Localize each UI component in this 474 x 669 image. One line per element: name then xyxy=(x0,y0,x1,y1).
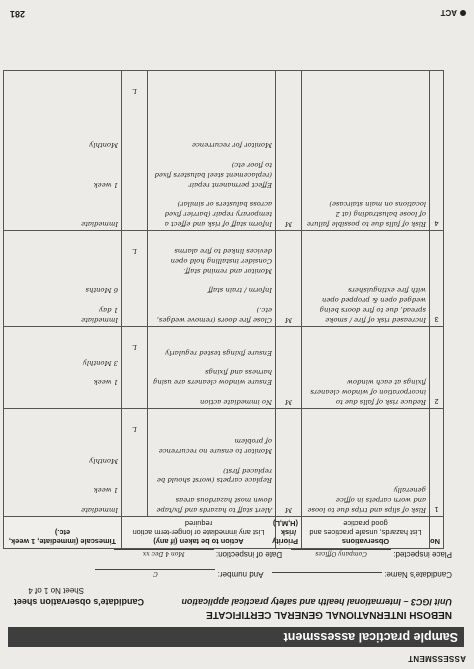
unit-title: Unit IGC3 – International health and safety practical application xyxy=(181,597,452,607)
place-label: Place inspected: xyxy=(393,550,452,559)
footer-brand-text: ACT xyxy=(440,8,457,17)
row-number: 4 xyxy=(430,71,444,231)
table-row xyxy=(4,231,444,327)
row-timescale: Immediate 1 week Monthly xyxy=(4,409,122,517)
header-action xyxy=(122,517,276,549)
header-action-title: Action to be taken (if any) xyxy=(153,537,244,546)
brand-dot-icon xyxy=(460,10,466,16)
row-priority: M xyxy=(276,231,302,327)
table-row xyxy=(4,71,444,231)
header-timescale: Timescale (immediate, 1 week, etc.) xyxy=(4,517,122,549)
place-row xyxy=(114,549,452,559)
row-timescale: Immediate 1 day 6 Months xyxy=(4,231,122,327)
row-observation: Increased risk of fire / smoke spread, due to fire doors being wedged open & propped open with fire extinguishers xyxy=(302,231,430,327)
certificate-title: NEBOSH INTERNATIONAL GENERAL CERTIFICATE xyxy=(206,609,452,620)
row-timescale: 1 week 3 Monthly xyxy=(4,327,122,409)
row-actions: Close fire doors (remove wedges, etc.) Inform / train staff Monitor and remind staff. Consider installing hold open devices linked to fire alarms xyxy=(148,231,276,327)
row-timescale: Immediate 1 week Monthly xyxy=(4,71,122,231)
header-action-sub: List any immediate or longer-term action required xyxy=(132,519,265,537)
running-header xyxy=(8,654,466,663)
header-observations xyxy=(302,517,430,549)
candidate-name-row xyxy=(95,569,452,579)
header-no: No xyxy=(430,517,444,549)
header-section-label: ASSESSMENT xyxy=(407,654,466,663)
row-action-priority: L xyxy=(122,327,148,409)
date-label: Date of inspection: xyxy=(215,550,283,559)
table-row xyxy=(4,409,444,517)
row-observation: Risk of falls due to possible failure of loose balustrading (at 2 locations on main staircase) xyxy=(302,71,430,231)
header-observations-sub: List hazards, unsafe practices and good practice xyxy=(309,519,422,537)
section-banner: Sample practical assessment xyxy=(8,627,464,647)
row-action-priority: L xyxy=(122,71,148,231)
row-actions: No immediate action Ensure window cleaners are using harness and fixings Ensure fixings tested regularly xyxy=(148,327,276,409)
row-priority: M xyxy=(276,327,302,409)
place-field: Company Offices xyxy=(291,549,391,557)
row-number: 1 xyxy=(430,409,444,517)
date-field: Mon 4 Dec xx xyxy=(114,549,214,557)
table-body xyxy=(4,71,444,517)
observation-sheet-title: Candidate's observation sheet xyxy=(13,597,144,607)
and-number-label: And number: xyxy=(217,570,264,579)
page-number: 281 xyxy=(10,9,26,19)
row-action-priority: L xyxy=(122,231,148,327)
candidate-name-label: Candidate's Name: xyxy=(384,570,452,579)
row-actions: Inform staff of risk and effect a temporary repair (barrier fixed across balusters or similar) Effect permanent repair (replacement steel balusters fixed to floor etc) Monitor for recurrence xyxy=(148,71,276,231)
row-number: 2 xyxy=(430,327,444,409)
row-actions: Alert staff to hazards and fix/tape down most hazardous areas Replace carpets (worst should be replaced first) Monitor to ensure no recurrence of problem xyxy=(148,409,276,517)
row-action-priority: L xyxy=(122,409,148,517)
sheet-number: Sheet No 1 of 4 xyxy=(28,586,84,595)
row-priority: M xyxy=(276,409,302,517)
observation-table xyxy=(3,70,444,549)
row-number: 3 xyxy=(430,231,444,327)
table-row xyxy=(4,327,444,409)
table-header-row xyxy=(4,517,444,549)
and-number-field: C xyxy=(95,569,215,577)
footer-brand xyxy=(441,8,466,17)
row-observation: Reduce risk of falls due to incorporation of window cleaners fixings at each window xyxy=(302,327,430,409)
row-priority: M xyxy=(276,71,302,231)
header-priority: Priority /risk (H,M,L) xyxy=(276,517,302,549)
header-observations-title: Observations xyxy=(341,537,390,546)
row-observation: Risk of slips and trips due to loose and worn carpets in office generally xyxy=(302,409,430,517)
candidate-name-field xyxy=(272,572,382,573)
